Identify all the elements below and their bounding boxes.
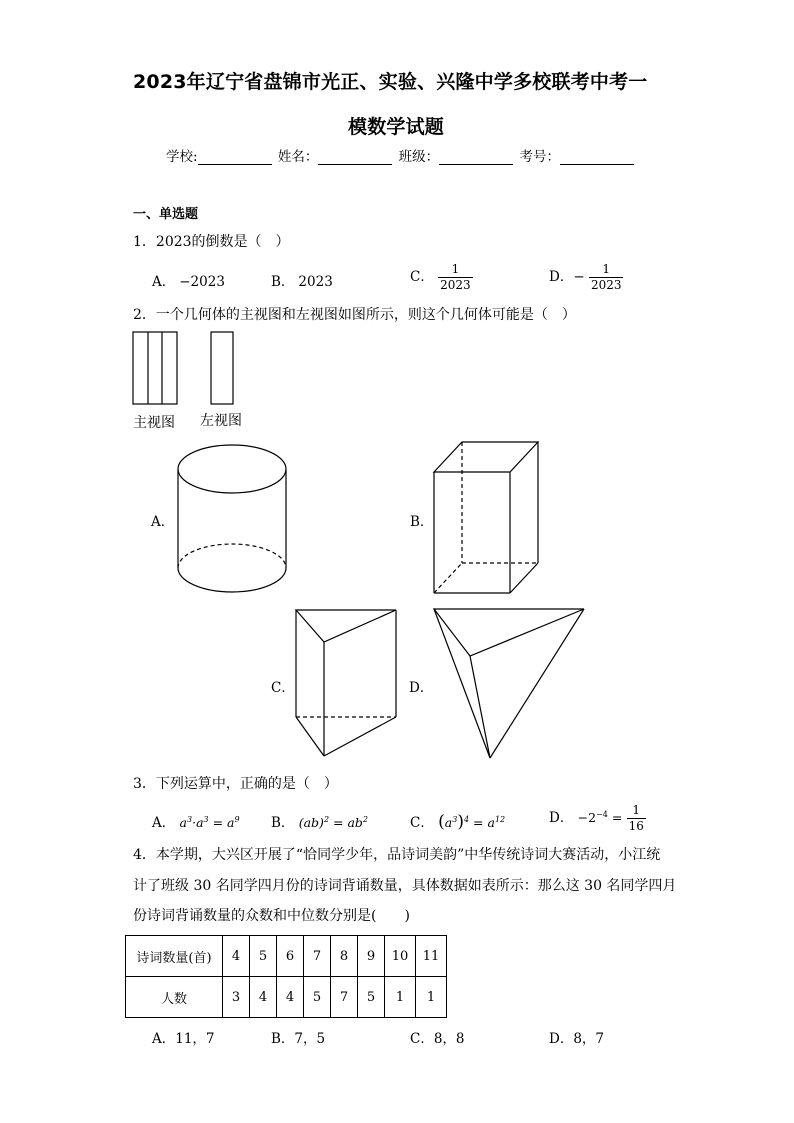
q1-option-c[interactable] bbox=[410, 262, 473, 293]
q3-c-label: C． bbox=[410, 815, 434, 831]
table-cell: 3 bbox=[223, 977, 250, 1018]
school-field[interactable] bbox=[198, 150, 272, 165]
table-cell: 1 bbox=[385, 977, 416, 1018]
table-cell: 4 bbox=[277, 977, 304, 1018]
q3-d-fraction: $\frac{1}{16}$ bbox=[628, 803, 644, 833]
name-field[interactable] bbox=[318, 150, 392, 165]
table-header-poems: 诗词数量(首) bbox=[126, 936, 223, 977]
q4-option-c[interactable]: C．8，8 bbox=[410, 1031, 465, 1047]
q3-c-expression: $(a^3)^4 = a^{12}$ bbox=[438, 812, 506, 832]
table-cell: 8 bbox=[331, 936, 358, 977]
triangular-pyramid-figure[interactable] bbox=[430, 604, 590, 764]
class-field[interactable] bbox=[439, 150, 513, 165]
table-cell: 9 bbox=[358, 936, 385, 977]
section-heading: 一、单选题 bbox=[133, 207, 199, 222]
q1-option-d[interactable] bbox=[549, 262, 623, 293]
q3-d-expression: $-2^{-4}$ = bbox=[577, 809, 623, 825]
q1-b-label: B． bbox=[271, 274, 295, 290]
q3-option-a[interactable] bbox=[152, 811, 240, 831]
table-cell: 11 bbox=[416, 936, 447, 977]
q1-d-fraction: $\frac{1}{2023}$ bbox=[590, 262, 622, 292]
q2-option-a-label[interactable]: A． bbox=[151, 514, 175, 530]
exam-number-label: 考号： bbox=[519, 149, 560, 165]
table-row bbox=[126, 977, 447, 1018]
poem-count-table bbox=[125, 935, 447, 1018]
front-view-figure bbox=[130, 330, 190, 410]
class-label: 班级： bbox=[398, 149, 440, 165]
page-title-line1: 2023年辽宁省盘锦市光正、实验、兴隆中学多校联考中考一 bbox=[133, 71, 648, 93]
q3-option-b[interactable] bbox=[271, 811, 368, 831]
name-label: 姓名： bbox=[277, 149, 319, 165]
table-cell: 5 bbox=[358, 977, 385, 1018]
q2-stem: 2．一个几何体的主视图和左视图如图所示，则这个几何体可能是（ ） bbox=[133, 307, 576, 323]
q3-b-expression: $(ab)^2 = ab^2$ bbox=[298, 814, 368, 830]
q1-c-label: C． bbox=[410, 269, 434, 285]
table-header-people: 人数 bbox=[126, 977, 223, 1018]
student-info-line bbox=[166, 145, 636, 165]
table-cell: 6 bbox=[277, 936, 304, 977]
cylinder-figure[interactable] bbox=[174, 438, 294, 598]
table-cell: 5 bbox=[304, 977, 331, 1018]
q1-c-fraction: $\frac{1}{2023}$ bbox=[440, 262, 471, 292]
q3-a-expression: $a^3\cdot a^3 = a^9$ bbox=[179, 814, 240, 830]
q1-option-b[interactable] bbox=[271, 270, 333, 290]
q1-d-sign: − bbox=[573, 269, 585, 285]
q1-a-label: A． bbox=[152, 274, 176, 290]
q3-option-c[interactable] bbox=[410, 811, 505, 832]
front-view-label: 主视图 bbox=[133, 415, 175, 431]
table-cell: 4 bbox=[250, 977, 277, 1018]
q3-d-label: D． bbox=[549, 810, 574, 826]
q1-a-text: −2023 bbox=[179, 274, 225, 290]
q2-option-d-label[interactable]: D． bbox=[409, 680, 434, 696]
q4-stem-line1: 4．本学期，大兴区开展了“恰同学少年，品诗词美韵”中华传统诗词大赛活动，小江统 bbox=[133, 847, 661, 863]
q3-a-label: A． bbox=[152, 815, 176, 831]
table-cell: 1 bbox=[416, 977, 447, 1018]
table-cell: 7 bbox=[331, 977, 358, 1018]
q4-option-d[interactable]: D．8，7 bbox=[549, 1031, 605, 1047]
q1-stem: 1．2023的倒数是（ ） bbox=[133, 234, 290, 250]
table-cell: 10 bbox=[385, 936, 416, 977]
q4-option-a[interactable]: A．11，7 bbox=[152, 1031, 215, 1047]
q3-b-label: B． bbox=[271, 815, 295, 831]
left-view-label: 左视图 bbox=[200, 413, 242, 429]
cuboid-figure[interactable] bbox=[430, 438, 550, 598]
triangular-prism-figure[interactable] bbox=[292, 606, 402, 766]
q4-stem-line3: 份诗词背诵数量的众数和中位数分别是( ) bbox=[133, 908, 410, 924]
school-label: 学校: bbox=[166, 149, 198, 165]
table-cell: 5 bbox=[250, 936, 277, 977]
left-view-figure bbox=[208, 330, 248, 410]
q4-stem-line2: 计了班级 30 名同学四月份的诗词背诵数量，具体数据如表所示：那么这 30 名同学四月 bbox=[133, 878, 677, 894]
q2-option-b-label[interactable]: B． bbox=[410, 514, 434, 530]
page-title-line2: 模数学试题 bbox=[348, 116, 445, 138]
q2-option-c-label[interactable]: C． bbox=[271, 680, 295, 696]
table-cell: 7 bbox=[304, 936, 331, 977]
table-cell: 4 bbox=[223, 936, 250, 977]
exam-number-field[interactable] bbox=[560, 150, 634, 165]
q3-stem: 3．下列运算中，正确的是（ ） bbox=[133, 776, 338, 792]
table-row bbox=[126, 936, 447, 977]
q3-option-d[interactable] bbox=[549, 803, 646, 834]
q1-option-a[interactable] bbox=[152, 270, 225, 290]
q4-option-b[interactable]: B．7，5 bbox=[271, 1031, 326, 1047]
q1-d-label: D． bbox=[549, 269, 574, 285]
q1-b-text: 2023 bbox=[298, 274, 333, 290]
